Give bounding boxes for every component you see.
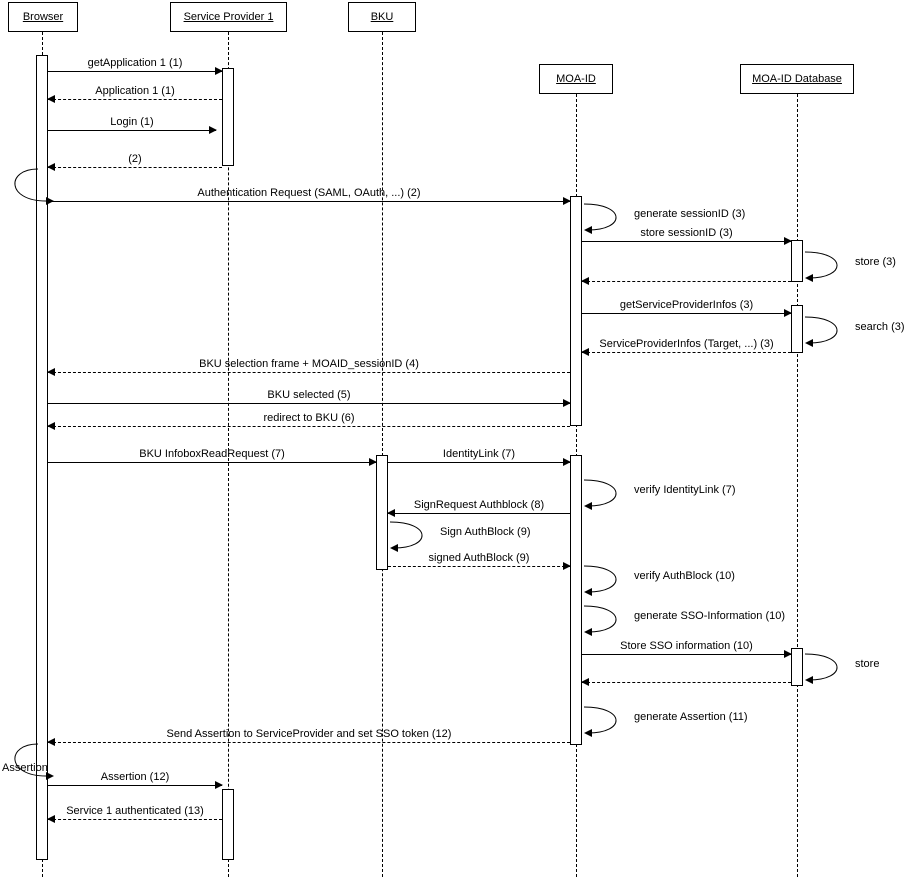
message-label: (2) bbox=[128, 153, 142, 165]
message-label: Store SSO information (10) bbox=[620, 640, 753, 652]
activation-moaiddb-search bbox=[791, 305, 803, 353]
message-label: ServiceProviderInfos (Target, ...) (3) bbox=[599, 338, 774, 350]
activation-sp1-login bbox=[222, 68, 234, 166]
activation-moaid-auth bbox=[570, 196, 582, 426]
message-browser-redirect-loop bbox=[2, 165, 54, 207]
message-label: Assertion bbox=[2, 762, 48, 774]
lifeline-label-service-provider-1: Service Provider 1 bbox=[183, 11, 274, 23]
message-label: Login (1) bbox=[110, 116, 154, 128]
message-label: Authentication Request (SAML, OAuth, ...) (2) bbox=[197, 187, 421, 199]
lifeline-moa-id-database bbox=[797, 94, 798, 877]
message-verify-identity-link bbox=[582, 476, 736, 510]
message-label: verify AuthBlock (10) bbox=[634, 570, 735, 582]
message-label: Service 1 authenticated (13) bbox=[66, 805, 204, 817]
message-label: search (3) bbox=[855, 321, 905, 333]
message-label: BKU selected (5) bbox=[267, 389, 351, 401]
lifeline-label-browser: Browser bbox=[22, 11, 64, 23]
message-label: Application 1 (1) bbox=[95, 85, 175, 97]
message-generate-sso-information bbox=[582, 602, 786, 636]
message-label: getServiceProviderInfos (3) bbox=[619, 299, 754, 311]
lifeline-header-service-provider-1 bbox=[170, 2, 287, 32]
message-label: generate Assertion (11) bbox=[634, 711, 748, 723]
lifeline-header-browser bbox=[8, 2, 78, 32]
message-verify-authblock bbox=[582, 562, 735, 596]
message-sign-authblock bbox=[388, 518, 531, 552]
message-generate-assertion bbox=[582, 703, 748, 737]
lifeline-label-moa-id: MOA-ID bbox=[556, 73, 596, 85]
message-label: BKU InfoboxReadRequest (7) bbox=[139, 448, 285, 460]
message-label: Sign AuthBlock (9) bbox=[440, 526, 531, 538]
message-label: Assertion (12) bbox=[100, 771, 170, 783]
activation-moaiddb-sso bbox=[791, 648, 803, 686]
message-store-sso-db bbox=[803, 650, 880, 684]
message-search-db bbox=[803, 313, 905, 347]
message-label: SignRequest Authblock (8) bbox=[413, 499, 545, 511]
message-label: generate SSO-Information (10) bbox=[634, 610, 786, 622]
lifeline-header-moa-id-database bbox=[740, 64, 854, 94]
message-assertion-self bbox=[2, 740, 54, 782]
message-label: IdentityLink (7) bbox=[442, 448, 516, 460]
message-label: store (3) bbox=[855, 256, 896, 268]
message-label: store bbox=[855, 658, 880, 670]
message-label: verify IdentityLink (7) bbox=[634, 484, 736, 496]
lifeline-label-bku: BKU bbox=[370, 11, 394, 23]
activation-moaiddb-store bbox=[791, 240, 803, 282]
lifeline-header-moa-id bbox=[539, 64, 613, 94]
message-store-db bbox=[803, 248, 896, 282]
message-label: signed AuthBlock (9) bbox=[428, 552, 530, 564]
message-label: redirect to BKU (6) bbox=[263, 412, 355, 424]
message-label: getApplication 1 (1) bbox=[87, 57, 183, 69]
lifeline-label-moa-id-database: MOA-ID Database bbox=[752, 73, 842, 85]
activation-sp1-final bbox=[222, 789, 234, 860]
activation-moaid-assertion bbox=[570, 455, 582, 745]
lifeline-header-bku bbox=[348, 2, 416, 32]
message-label: generate sessionID (3) bbox=[634, 208, 746, 220]
message-label: Send Assertion to ServiceProvider and set SSO token (12) bbox=[166, 728, 452, 740]
message-label: BKU selection frame + MOAID_sessionID (4) bbox=[199, 358, 419, 370]
message-label: store sessionID (3) bbox=[640, 227, 733, 239]
